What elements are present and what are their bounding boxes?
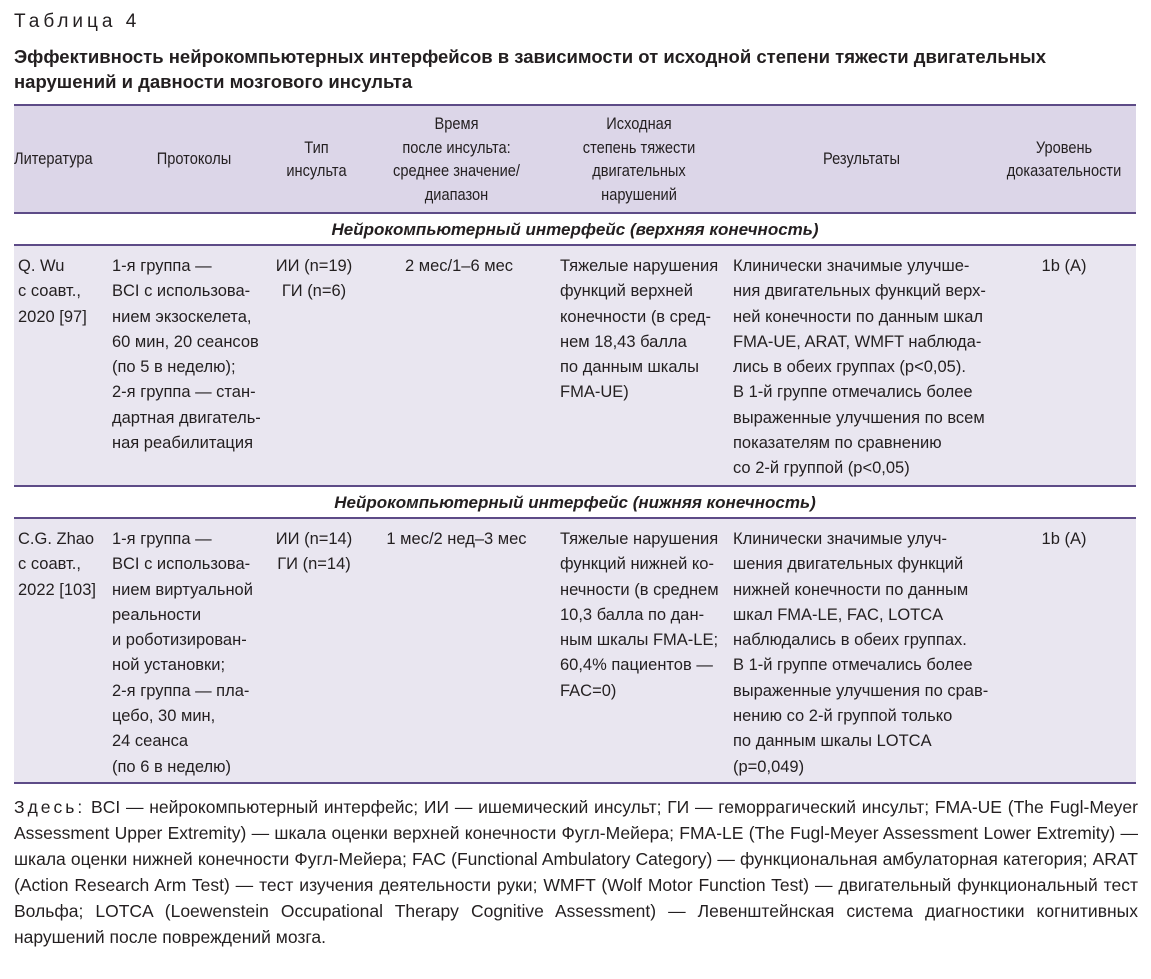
table-header <box>14 104 1136 214</box>
cell-literature: Q. Wu с соавт., 2020 [97] <box>18 257 87 326</box>
cell-stroke-type: ИИ (n=19) ГИ (n=6) <box>275 257 353 301</box>
cell-protocols: 1-я группа — BCI с использова- нием экзоскелета, 60 мин, 20 сеансов (по 5 в неделю); 2-я группа — стан- дартная двигатель- ная реабилитация <box>112 257 261 453</box>
notes-lead: Здесь: <box>14 797 86 817</box>
table-title: Эффективность нейрокомпьютерных интерфейсов в зависимости от исходной степени тяжести двигательных нарушений и давности мозгового инсульта <box>14 46 1047 92</box>
table-label: Таблица 4 <box>14 11 141 32</box>
header-evidence: Уровень доказательности <box>1006 137 1122 180</box>
header-protocols: Протоколы <box>156 149 232 169</box>
header-results: Результаты <box>822 149 900 169</box>
cell-literature: C.G. Zhao с соавт., 2022 [103] <box>18 530 96 599</box>
header-literature: Литература <box>14 149 93 169</box>
cell-stroke-type: ИИ (n=14) ГИ (n=14) <box>275 530 353 574</box>
header-severity: Исходная степень тяжести двигательных нарушений <box>582 114 696 204</box>
section-title-upper: Нейрокомпьютерный интерфейс (верхняя конечность) <box>14 214 1136 246</box>
section-title-lower: Нейрокомпьютерный интерфейс (нижняя конечность) <box>14 485 1136 519</box>
header-stroke-type: Тип инсульта <box>286 137 347 180</box>
table-row <box>14 519 1136 784</box>
cell-time: 2 мес/1–6 мес <box>405 257 513 275</box>
cell-protocols: 1-я группа — BCI с использова- нием виртуальной реальности и роботизирован- ной установки; 2-я группа — пла- цебо, 30 мин, 24 сеанса (по 6 в неделю) <box>112 530 253 776</box>
cell-evidence: 1b (A) <box>1041 257 1087 275</box>
cell-results: Клинически значимые улучше- ния двигательных функций верх- ней конечности по данным шкал FMA-UE, ARAT, WMFT наблюда- лись в обеих группах (p<0,05). В 1-й группе отмечались более выраженные улучшения по всем показателям по сравнению со 2-й группой (p<0,05) <box>733 257 986 478</box>
cell-severity: Тяжелые нарушения функций верхней конечности (в сред- нем 18,43 балла по данным шкалы FMA-UE) <box>560 257 719 402</box>
cell-results: Клинически значимые улуч- шения двигательных функций нижней конечности по данным шкал FMA-LE, FAC, LOTCA наблюдались в обеих группах. В 1-й группе отмечались более выраженные улучшения по срав- нению со 2-й группой только по данным шкалы LOTCA (p=0,049) <box>733 530 989 776</box>
table-row <box>14 246 1136 485</box>
header-time: Время после инсульта: среднее значение/ диапазон <box>393 114 520 204</box>
cell-time: 1 мес/2 нед–3 мес <box>386 530 527 548</box>
cell-evidence: 1b (A) <box>1041 530 1087 548</box>
notes-text: BCI — нейрокомпьютерный интерфейс; ИИ — ишемический инсульт; ГИ — геморрагический инсульт; FMA-UE (The Fugl-Meyer Assessment Upper Extremity) — шкала оценки верхней конечности Фугл-Мейера; FMA-LE (The Fugl-Meyer Assessment Lower Extremity) — шкала оценки нижней конечности Фугл-Мейера; FAC (Functional Ambulatory Category) — функциональная амбулаторная категория; ARAT (Action Research Arm Test) — тест изучения деятельности руки; WMFT (Wolf Motor Function Test) — двигательный функциональный тест Вольфа; LOTCA (Loewenstein Occupational Therapy Cognitive Assessment) — Левенштейнская система диагностики когнитивных нарушений после повреждений мозга. <box>14 797 1138 947</box>
table-notes <box>14 794 1138 950</box>
cell-severity: Тяжелые нарушения функций нижней ко- нечности (в среднем 10,3 балла по дан- ным шкалы FMA-LE; 60,4% пациентов — FAC=0) <box>560 530 719 700</box>
